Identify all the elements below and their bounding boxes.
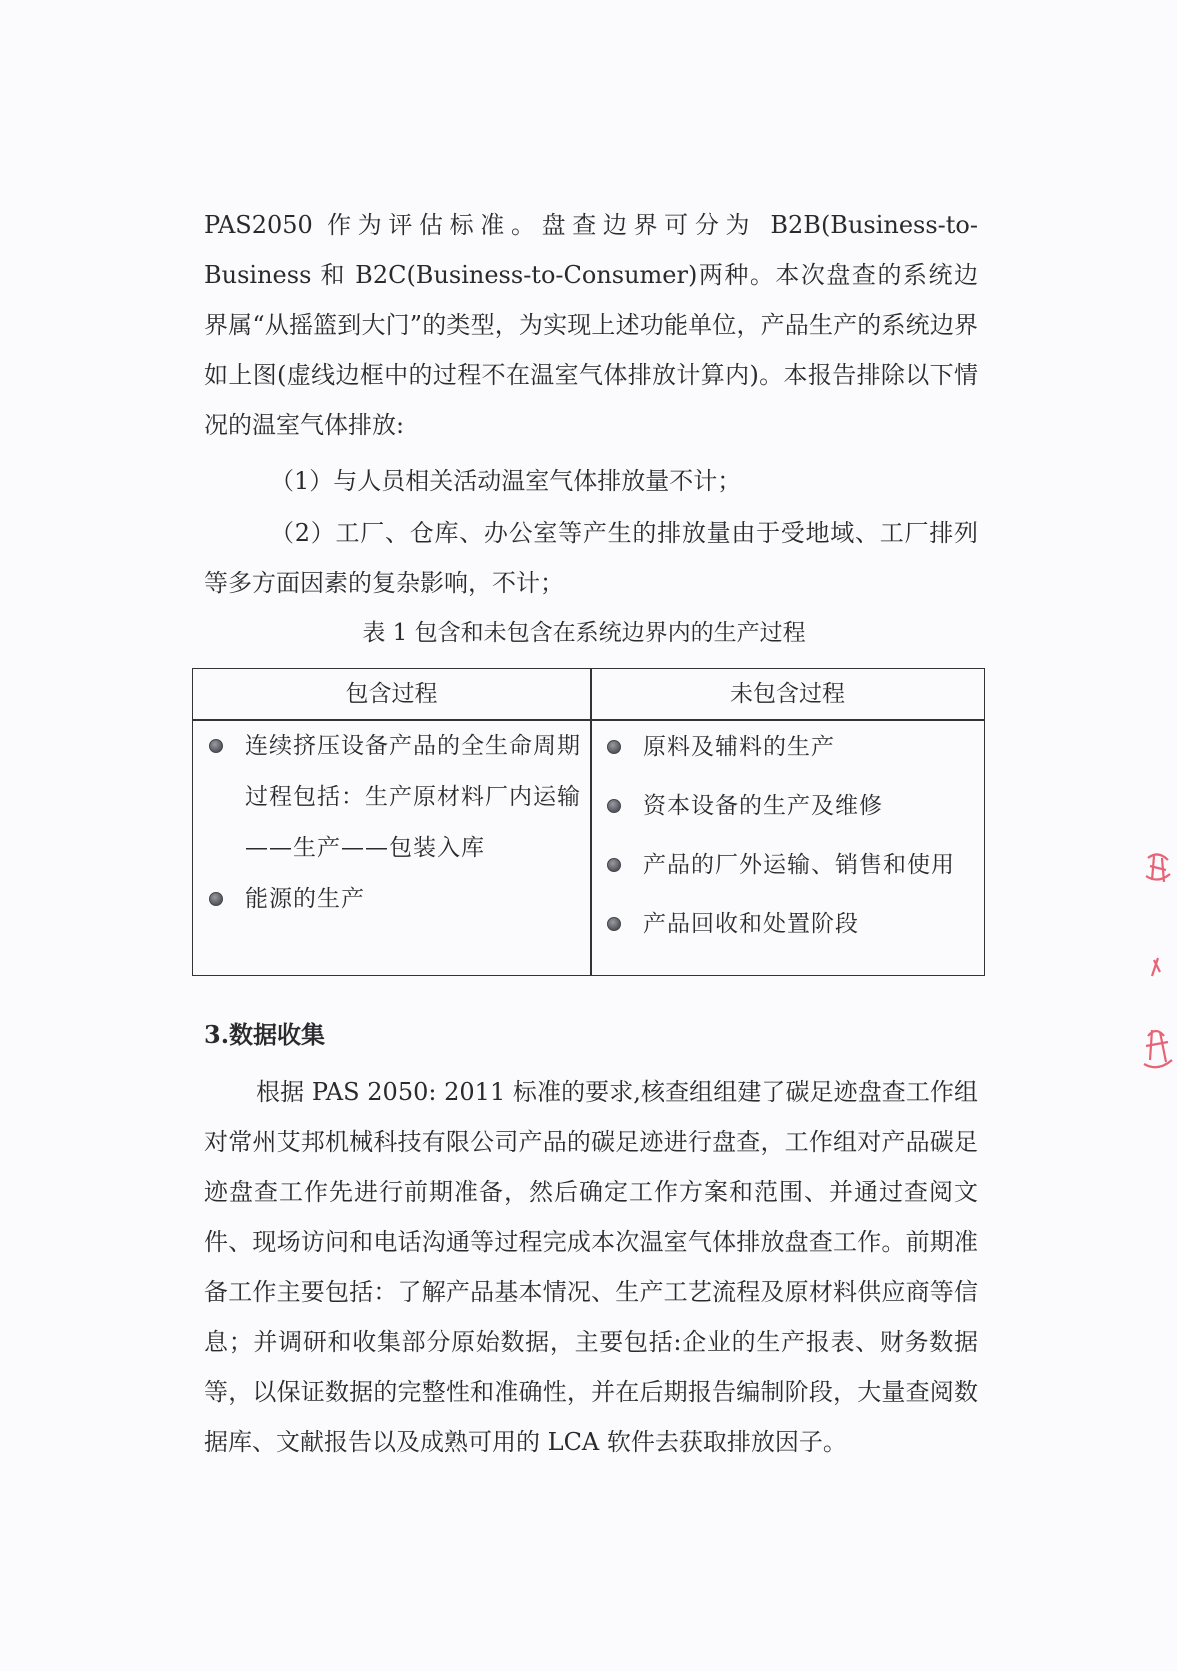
data-collection-paragraph: 根据 PAS 2050: 2011 标准的要求,核查组组建了碳足迹盘查工作组对常州艾邦机械科技有限公司产品的碳足迹进行盘查，工作组对产品碳足迹盘查工作先进行前期准备，然后确定工作方案和范围、并通过查阅文件、现场访问和电话沟通等过程完成本次温室气体排放盘查工作。前期准备工作主要包括：了解产品基本情况、生产工艺流程及原材料供应商等信息；并调研和收集部分原始数据，主要包括:企业的生产报表、财务数据等，以保证数据的完整性和准确性，并在后期报告编制阶段，大量查阅数据库、文献报告以及成熟可用的 LCA 软件去获取排放因子。 [204, 1078, 978, 1456]
bullet-icon [607, 858, 621, 872]
boundary-paragraph: PAS2050 作为评估标准。盘查边界可分为 B2B(Business-to-Business 和 B2C(Business-to-Consumer)两种。本次盘查的系统边界属“从摇篮到大门”的类型，为实现上述功能单位，产品生产的系统边界如上图(虚线边框中的过程不在温室气体排放计算内)。本报告排除以下情况的温室气体排放: [204, 211, 978, 439]
bullet-icon [209, 739, 223, 753]
excluded-item-text: 产品的厂外运输、销售和使用 [643, 852, 955, 878]
excluded-item-text: 资本设备的生产及维修 [643, 793, 883, 819]
stamp-marks [1144, 854, 1172, 1067]
included-item [205, 874, 581, 925]
process-table [192, 668, 985, 976]
excluded-cell [603, 721, 983, 963]
bullet-icon [607, 917, 621, 931]
excluded-item [603, 727, 983, 767]
excluded-item-text: 产品回收和处置阶段 [643, 911, 859, 937]
exclusion-item-2: （2）工厂、仓库、办公室等产生的排放量由于受地域、工厂排列等多方面因素的复杂影响，不计； [204, 519, 978, 597]
stamp-mark [1146, 854, 1170, 882]
stamp-mark [1152, 958, 1160, 976]
bullet-icon [209, 892, 223, 906]
stamp-mark [1144, 1030, 1172, 1067]
table-caption: 表 1 包含和未包含在系统边界内的生产过程 [362, 620, 806, 646]
included-item [205, 721, 581, 874]
excluded-item [603, 845, 983, 885]
table-header-excluded: 未包含过程 [730, 681, 845, 707]
bullet-icon [607, 740, 621, 754]
excluded-item-text: 原料及辅料的生产 [643, 734, 835, 760]
included-item-text: 能源的生产 [245, 886, 365, 912]
bullet-icon [607, 799, 621, 813]
included-cell [205, 721, 581, 925]
excluded-item [603, 904, 983, 944]
exclusion-item-1: （1）与人员相关活动温室气体排放量不计； [270, 467, 742, 495]
excluded-item [603, 786, 983, 826]
included-item-text: 连续挤压设备产品的全生命周期过程包括：生产原材料厂内运输——生产——包装入库 [245, 733, 581, 861]
section-heading: 3.数据收集 [204, 1020, 326, 1049]
seal-stamp-fragment [1140, 840, 1174, 1100]
table-header-included: 包含过程 [345, 681, 438, 707]
